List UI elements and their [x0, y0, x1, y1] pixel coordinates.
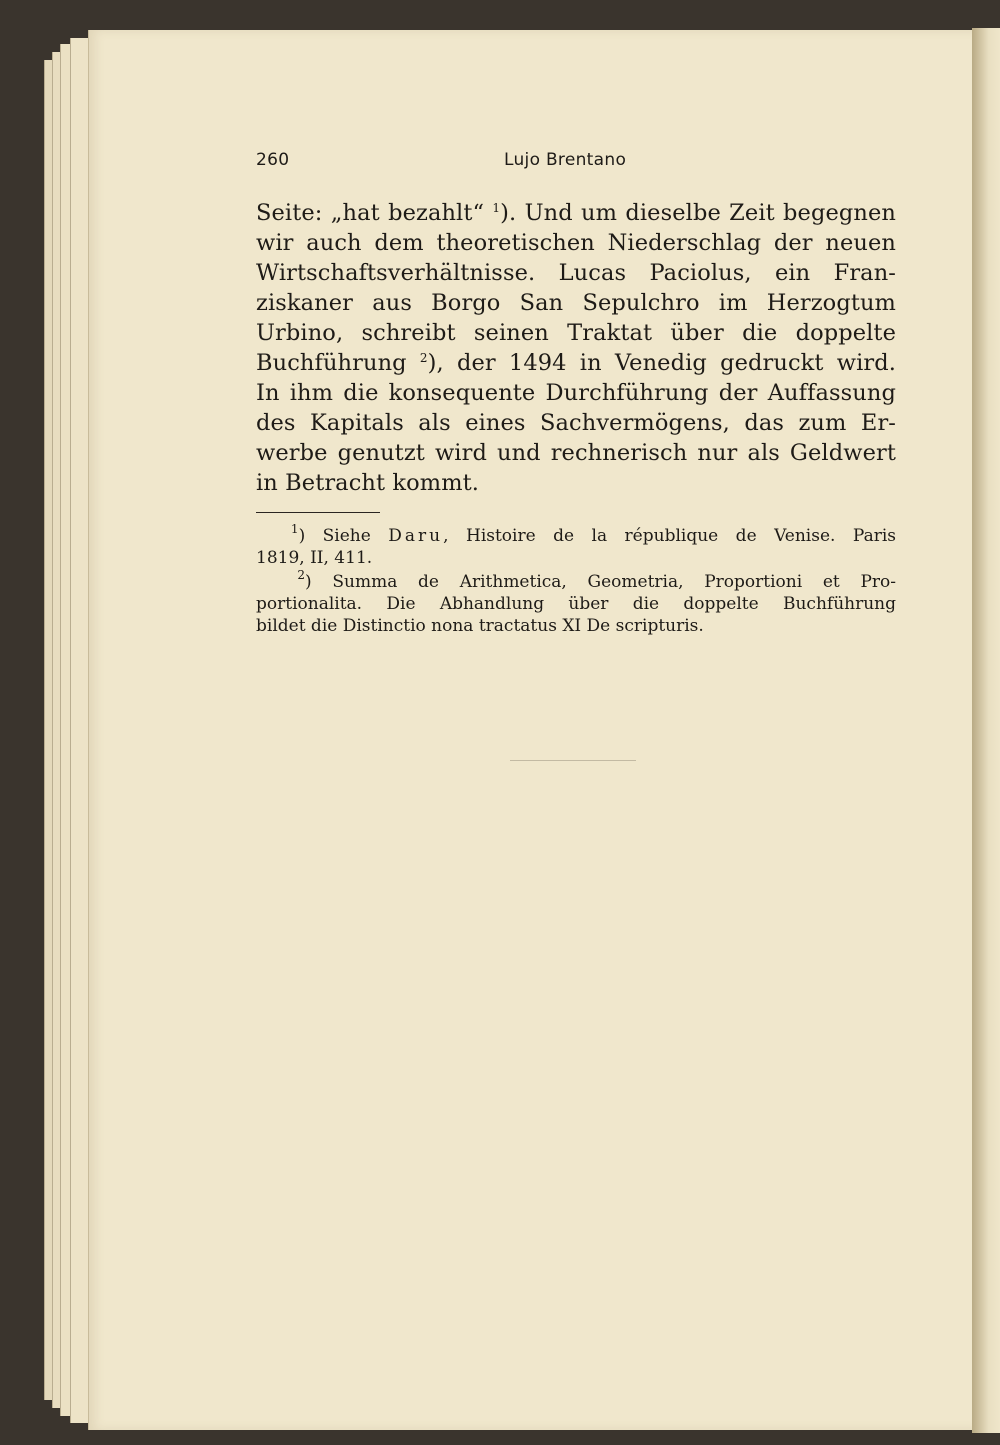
- author-name: Daru: [388, 526, 444, 546]
- page-number: 260: [256, 150, 290, 170]
- body-line: werbe genutzt wird und rechnerisch nur als Geldwert: [256, 440, 896, 466]
- footnote-2: $^2$) Summa de Arithmetica, Geometria, Proportioni et Pro- portionalita. Die Abhandlung über die doppelte Buchführung bildet die Distinctio nona tractatus XI De scripturis.: [256, 568, 896, 636]
- body-line: des Kapitals als eines Sachvermögens, das zum Er-: [256, 410, 896, 436]
- body-line: In ihm die konsequente Durchführung der Auffassung: [256, 380, 896, 406]
- body-line: Wirtschaftsverhältnisse. Lucas Paciolus, ein Fran-: [256, 260, 896, 286]
- footnote-1: $^1$) Siehe Daru, Histoire de la république de Venise. Paris 1819, II, 411.: [256, 522, 896, 568]
- body-line: Buchführung $^2$), der 1494 in Venedig gedruckt wird.: [256, 350, 896, 376]
- body-line: ziskaner aus Borgo San Sepulchro im Herzogtum: [256, 290, 896, 316]
- body-line: Seite: „hat bezahlt“ $^1$). Und um dieselbe Zeit begegnen: [256, 200, 896, 226]
- running-title: Lujo Brentano: [504, 150, 627, 170]
- body-line: wir auch dem theoretischen Niederschlag der neuen: [256, 230, 896, 256]
- footnote-mark: 1: [290, 522, 299, 536]
- footnote-ref[interactable]: 2: [419, 351, 428, 365]
- footnotes: [256, 522, 896, 637]
- footnote-ref[interactable]: 1: [492, 201, 501, 215]
- page-content: [256, 150, 896, 639]
- body-text: [256, 198, 896, 498]
- facing-page-edge: [972, 28, 1000, 1433]
- body-line: Urbino, schreibt seinen Traktat über die doppelte: [256, 320, 896, 346]
- show-through-rule: [510, 760, 636, 761]
- footnote-separator: [256, 512, 380, 513]
- footnote-mark: 2: [297, 568, 306, 582]
- body-line: in Betracht kommt.: [256, 470, 480, 496]
- running-head: [256, 150, 896, 178]
